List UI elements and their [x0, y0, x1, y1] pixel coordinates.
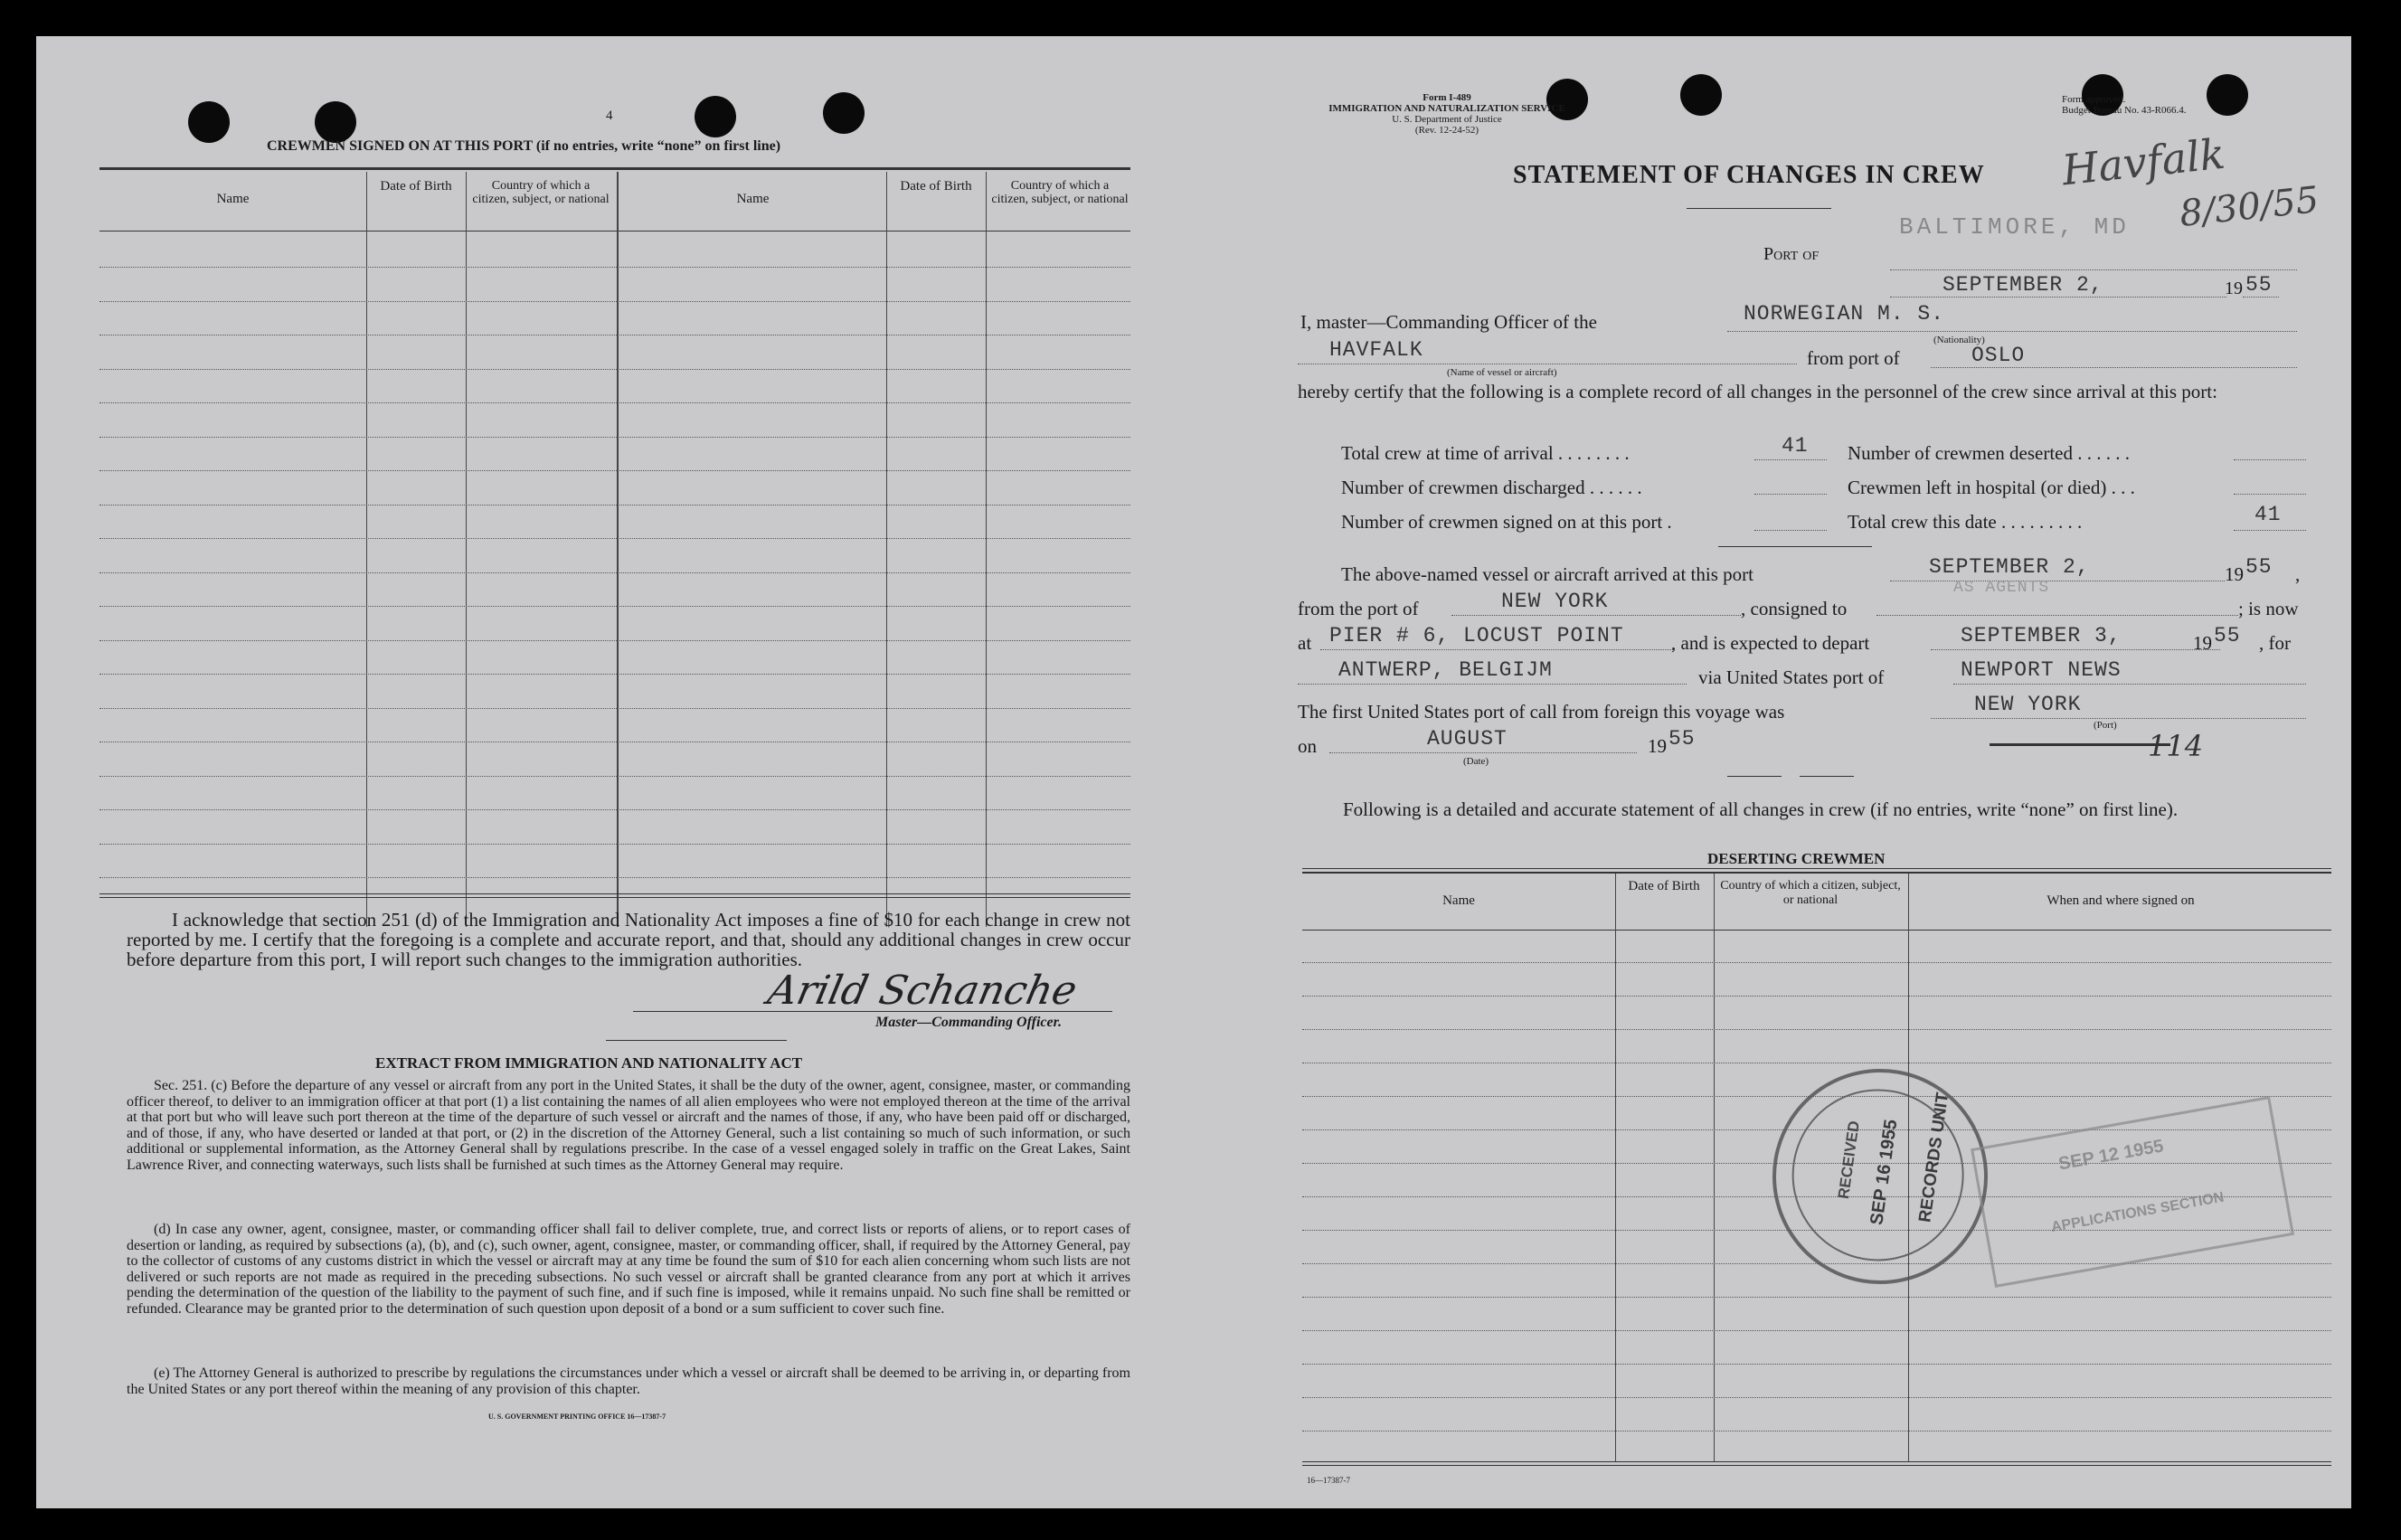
expected-label: , and is expected to depart — [1671, 632, 1870, 654]
total-date-label: Total crew this date . . . . . . . . . — [1848, 511, 2083, 533]
blank-row-line — [99, 301, 1130, 302]
column-divider — [986, 172, 987, 927]
column-header-dob-2: Date of Birth — [900, 179, 972, 194]
via-line — [1953, 684, 2306, 685]
for-label: , for — [2259, 632, 2291, 654]
on-year-value: 55 — [1668, 727, 1696, 751]
date-caption: (Date) — [1463, 756, 1489, 767]
deserting-col-name: Name — [1442, 893, 1475, 908]
via-value: NEWPORT NEWS — [1961, 658, 2122, 682]
divider-short — [606, 1040, 787, 1041]
blank-row-line — [1302, 1330, 2331, 1331]
deserting-col-country: Country of which a citizen, subject, or national — [1720, 879, 1901, 907]
deserting-col-when: When and where signed on — [2047, 893, 2195, 908]
port-caption: (Port) — [2094, 720, 2117, 731]
blank-row-line — [1302, 1364, 2331, 1365]
blank-row-line — [1302, 1297, 2331, 1298]
stamp-date: SEP 16 1955 — [1867, 1118, 1902, 1227]
from-port-line — [1931, 367, 2297, 368]
stamp-records-unit: RECORDS UNIT — [1915, 1091, 1953, 1224]
signed-on-line — [1754, 530, 1827, 531]
destination-line — [1298, 684, 1687, 685]
column-divider — [886, 172, 887, 927]
signed-on-label: Number of crewmen signed on at this port . — [1341, 511, 1672, 533]
from-port-value: OSLO — [1971, 344, 2026, 367]
is-now-label: ; is now — [2238, 598, 2299, 619]
vessel-name-value: HAVFALK — [1329, 338, 1423, 362]
on-date-value: AUGUST — [1427, 727, 1508, 751]
comma: , — [2295, 563, 2301, 585]
extract-section-c: Sec. 251. (c) Before the departure of any vessel or aircraft from any port in the United States, it shall be the duty of the owner, agent, consignee, master, or commanding officer thereof, to deliver to an immigration officer at that port (1) a list containing the names of all alien employees who were not employed thereon at the time of the arrival at that port but who will leave such port thereon at the time of the departure of such vessel or aircraft and the names of those, if any, who have been paid off or discharged, and of those, if any, who have deserted or landed at that port, or (2) in the discretion of the Attorney General, such a list containing so much of such information, or such additional or supplemental information, as the Attorney General shall by regulations prescribe. In the case of a vessel engaged solely in traffic on the Great Lakes, Saint Lawrence River, and connecting waterways, such lists shall be furnished at such times as the Attorney General may require. — [127, 1078, 1130, 1173]
blank-row-line — [99, 606, 1130, 607]
total-date-value: 41 — [2254, 503, 2282, 526]
page-number: 4 — [606, 109, 613, 123]
date-line — [1890, 297, 2226, 298]
on-year-prefix: 19 — [1648, 735, 1667, 757]
table-top-rule — [99, 167, 1130, 170]
document-page — [36, 36, 2351, 1508]
punch-hole — [188, 101, 230, 143]
punch-hole — [695, 96, 736, 137]
column-divider — [617, 172, 619, 927]
certify-text: hereby certify that the following is a complete record of all changes in the personnel of the crew since arrival at this port: — [1298, 381, 2217, 402]
applications-stamp — [1971, 1096, 2294, 1288]
form-number: Form I-489 — [1423, 92, 1471, 103]
stamp-received: RECEIVED — [1834, 1120, 1863, 1200]
printing-office-footer: U. S. GOVERNMENT PRINTING OFFICE 16—17387-7 — [488, 1412, 666, 1421]
discharged-line — [1754, 494, 1827, 495]
at-label: at — [1298, 632, 1312, 654]
destination-value: ANTWERP, BELGIJM — [1338, 658, 1553, 682]
statement-year: 55 — [2245, 273, 2273, 297]
blank-row-line — [1302, 1029, 2331, 1030]
from-the-port-label: from the port of — [1298, 598, 1419, 619]
extract-section-e: (e) The Attorney General is authorized to prescribe by regulations the circumstances under which a vessel or aircraft shall be deemed to be arriving in, or departing from the United States or any port thereof within the meaning of any provision of this chapter. — [127, 1365, 1130, 1397]
blank-row-line — [99, 402, 1130, 403]
blank-row-line — [99, 369, 1130, 370]
budget-bureau: Budget Bureau No. 43-R066.4. — [2062, 105, 2187, 116]
title-rule — [1687, 208, 1831, 209]
arrived-date-value: SEPTEMBER 2, — [1929, 555, 2090, 579]
deserting-table-bottom — [1302, 1461, 2331, 1462]
discharged-label: Number of crewmen discharged . . . . . . — [1341, 477, 1642, 498]
revision-date: (Rev. 12-24-52) — [1414, 125, 1479, 136]
arrived-year-value: 55 — [2245, 555, 2273, 579]
table-bottom-rule — [99, 893, 1130, 894]
blank-row-line — [99, 640, 1130, 641]
on-label: on — [1298, 735, 1317, 757]
depart-date-line — [1931, 649, 2220, 650]
blank-row-line — [99, 809, 1130, 810]
handwritten-date: 8/30/55 — [2178, 179, 2321, 235]
deserting-table-top — [1302, 872, 2331, 874]
master-line-label: I, master—Commanding Officer of the — [1300, 311, 1597, 333]
column-header-country-2: Country of which a citizen, subject, or national — [991, 179, 1129, 206]
port-of-line — [1890, 269, 2297, 270]
pen-stroke — [1990, 743, 2170, 746]
column-header-country: Country of which a citizen, subject, or national — [472, 179, 610, 206]
column-header-dob: Date of Birth — [380, 179, 452, 194]
stamp2-date: SEP 12 1955 — [2056, 1136, 2166, 1175]
following-text: Following is a detailed and accurate statement of all changes in crew (if no entries, write “none” on first line). — [1343, 798, 2179, 820]
punch-hole — [823, 92, 865, 134]
blank-row-line — [99, 572, 1130, 573]
depart-year-prefix: 19 — [2193, 632, 2212, 654]
via-label: via United States port of — [1698, 666, 1885, 688]
column-header-name-2: Name — [736, 192, 770, 206]
blank-row-line — [99, 844, 1130, 845]
signature-caption: Master—Commanding Officer. — [875, 1015, 1062, 1030]
handwritten-vessel-name: Havfalk — [2059, 128, 2227, 195]
depart-year-value: 55 — [2214, 624, 2241, 647]
vessel-name-caption: (Name of vessel or aircraft) — [1447, 367, 1557, 378]
consigned-value: AS AGENTS — [1953, 579, 2050, 597]
nationality-line — [1727, 331, 2297, 332]
acknowledgment-text: I acknowledge that section 251 (d) of the Immigration and Nationality Act imposes a fine of $10 for each change in crew not reported by me. I certify that the foregoing is a complete and accurate report, and that, should any additional changes in crew occur before departure from this port, I will report such changes to the immigration authorities. — [127, 909, 1130, 970]
blank-row-line — [99, 708, 1130, 709]
blank-row-line — [99, 674, 1130, 675]
depart-date-value: SEPTEMBER 3, — [1961, 624, 2122, 647]
statement-date: SEPTEMBER 2, — [1943, 273, 2103, 297]
blank-row-line — [1302, 962, 2331, 963]
deserted-line — [2234, 459, 2306, 460]
from-port-label: from port of — [1807, 347, 1900, 369]
form-title: STATEMENT OF CHANGES IN CREW — [1513, 161, 1985, 189]
stamp2-section: APPLICATIONS SECTION — [2050, 1189, 2226, 1236]
on-date-line — [1329, 752, 1637, 753]
deserted-label: Number of crewmen deserted . . . . . . — [1848, 442, 2130, 464]
total-arrival-value: 41 — [1782, 434, 1809, 458]
blank-row-line — [1302, 1397, 2331, 1398]
deserting-table-top — [1302, 868, 2331, 869]
blank-row-line — [99, 470, 1130, 471]
signature-line — [633, 1011, 1112, 1012]
deserting-col-dob: Date of Birth — [1628, 879, 1700, 893]
column-header-name: Name — [216, 192, 250, 206]
total-arrival-label: Total crew at time of arrival . . . . . . . . — [1341, 442, 1630, 464]
form-approved: Form approved. — [2062, 94, 2126, 105]
arrived-year-prefix: 19 — [2225, 563, 2244, 585]
extract-section-d: (d) In case any owner, agent, consignee, master, or commanding officer shall fail to deliver complete, true, and correct lists or reports of aliens, or to report cases of desertion or landing, as required by subsections (a), (b), and (c), such owner, agent, consignee, master, or commanding officer, shall, if required by the Attorney General, pay to the collector of customs of any customs district in which the vessel or aircraft may at any time be found the sum of $10 for each alien concerning whom such lists are not delivered or such reports are not made as required in the preceding subsections. No such vessel or aircraft shall be granted clearance from any port at which it arrives pending the determination of the question of the liability to the payment of such fine, and if such fine is imposed, while it remains unpaid. No such fine shall be remitted or refunded. Clearance may be granted prior to the determination of such question upon deposit of a bond or a sum sufficient to cover such fine. — [127, 1222, 1130, 1317]
arrived-label: The above-named vessel or aircraft arrived at this port — [1341, 563, 1753, 585]
deserting-crewmen-title: DESERTING CREWMEN — [1707, 850, 1886, 867]
port-of-label: Port of — [1763, 244, 1820, 264]
deserting-table-bottom — [1302, 1465, 2331, 1466]
punch-hole — [2207, 74, 2248, 116]
punch-hole — [1680, 74, 1722, 116]
consigned-line — [1876, 615, 2238, 616]
agency-name: IMMIGRATION AND NATURALIZATION SERVICE — [1328, 103, 1565, 114]
from-the-port-value: NEW YORK — [1501, 590, 1609, 613]
divider-dash — [1727, 776, 1782, 777]
consigned-label: , consigned to — [1741, 598, 1848, 619]
year-line — [2243, 297, 2279, 298]
total-arrival-line — [1754, 459, 1827, 460]
first-port-label: The first United States port of call from foreign this voyage was — [1298, 701, 1785, 723]
hospital-line — [2234, 494, 2306, 495]
blank-row-line — [1302, 996, 2331, 997]
blank-row-line — [99, 538, 1130, 539]
handwritten-number: 114 — [2148, 729, 2204, 763]
from-the-port-line — [1451, 615, 1741, 616]
section-title-signed-on: CREWMEN SIGNED ON AT THIS PORT (if no entries, write “none” on first line) — [267, 138, 781, 154]
budget-approval — [2062, 94, 2186, 116]
extract-title: EXTRACT FROM IMMIGRATION AND NATIONALITY ACT — [375, 1054, 803, 1072]
first-port-value: NEW YORK — [1974, 693, 2082, 716]
form-header — [1248, 92, 1646, 136]
location-value: PIER # 6, LOCUST POINT — [1329, 624, 1624, 647]
blank-row-line — [99, 776, 1130, 777]
blank-row-line — [99, 877, 1130, 878]
column-divider — [466, 172, 467, 927]
total-date-line — [2234, 530, 2306, 531]
column-divider — [366, 172, 367, 927]
deserting-header-rule — [1302, 930, 2331, 931]
first-port-line — [1931, 718, 2306, 719]
blank-row-line — [99, 267, 1130, 268]
nationality-value: NORWEGIAN M. S. — [1744, 302, 1945, 326]
department-name: U. S. Department of Justice — [1392, 114, 1502, 125]
port-of-stamp: BALTIMORE, MD — [1899, 213, 2130, 241]
hospital-label: Crewmen left in hospital (or died) . . . — [1848, 477, 2135, 498]
divider-dash — [1800, 776, 1854, 777]
punch-hole — [315, 101, 356, 143]
table-bottom-rule — [99, 897, 1130, 898]
nationality-caption: (Nationality) — [1933, 335, 1985, 345]
year-prefix: 19 — [2225, 279, 2243, 298]
location-line — [1320, 649, 1673, 650]
divider-short-right — [1718, 546, 1872, 547]
blank-row-line — [99, 437, 1130, 438]
right-footer: 16—17387-7 — [1307, 1476, 1350, 1485]
received-stamp — [1753, 1049, 2008, 1304]
master-signature: Arild Schanche — [763, 968, 1082, 1014]
